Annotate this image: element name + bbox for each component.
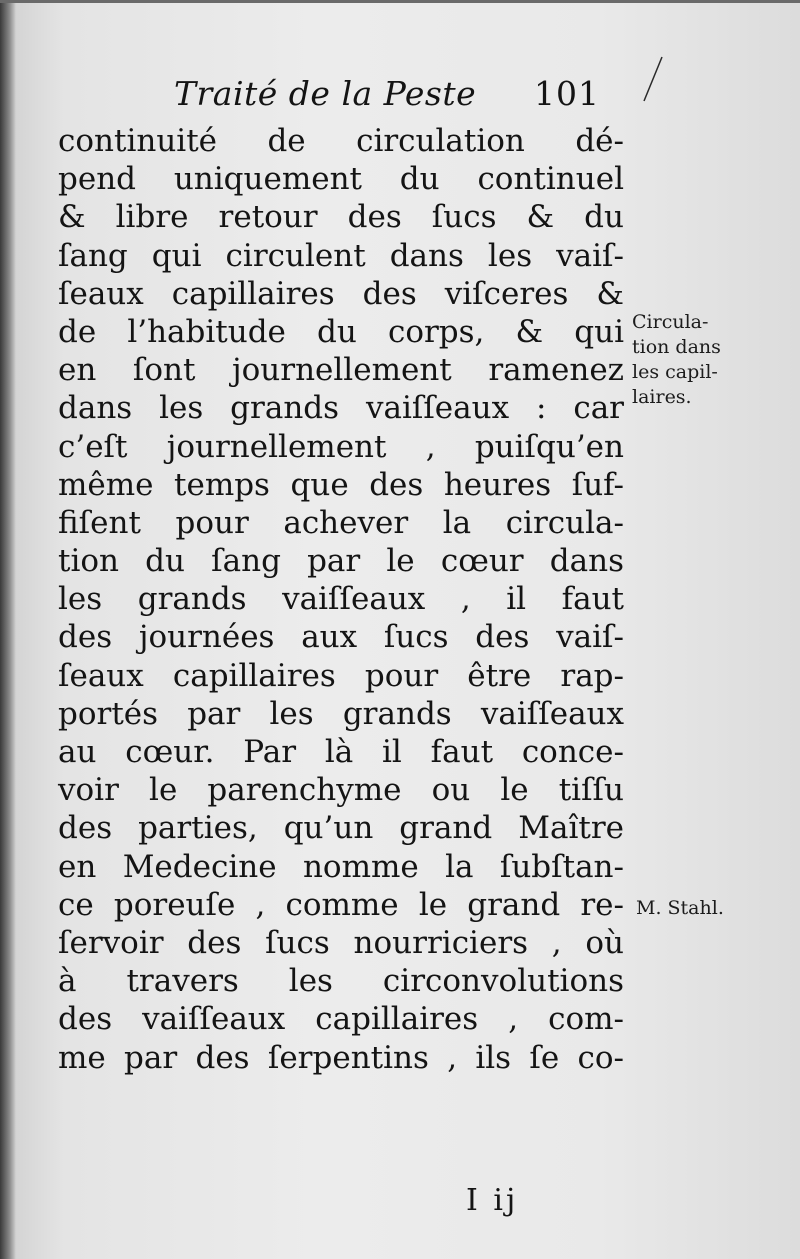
text-line: au cœur. Par là il faut conce- — [58, 734, 624, 770]
gutter-shadow — [0, 0, 16, 1259]
margin-note-line: Circula- — [632, 311, 709, 333]
running-head — [160, 72, 630, 116]
text-line: de l’habitude du corps, & qui — [58, 313, 624, 350]
text-line: c’eſt journellement , puiſqu’en — [58, 428, 624, 465]
page-edge — [0, 0, 800, 3]
text-line: & libre retour des ſucs & du — [58, 199, 624, 236]
text-line: ſeaux capillaires des viſceres & — [58, 275, 624, 312]
margin-note-line: les capil- — [632, 361, 718, 383]
text-line: pend uniquement du continuel — [58, 161, 624, 198]
signature-mark: I ij — [466, 1183, 519, 1218]
text-line: des vaiſſeaux capillaires , com- — [58, 1001, 624, 1038]
margin-note-line: tion dans — [632, 336, 721, 358]
text-line: même temps que des heures ſuf- — [58, 466, 624, 503]
page-number: 101 — [534, 74, 600, 113]
text-line: ſeaux capillaires pour être rap- — [58, 657, 624, 694]
text-line: en Medecine nomme la ſubſtan- — [58, 848, 624, 885]
text-line: ſervoir des ſucs nourriciers , où — [58, 924, 624, 961]
text-line: me par des ſerpentins , ils ſe co- — [58, 1039, 624, 1076]
text-line: fiſent pour achever la circula- — [58, 504, 624, 541]
ink-stroke-mark — [636, 55, 666, 105]
text-line: voir le parenchyme ou le tiſſu — [58, 772, 624, 809]
body-text — [58, 122, 624, 1077]
text-line: portés par les grands vaiſſeaux — [58, 695, 624, 732]
text-line: en ſont journellement ramenez — [58, 352, 624, 389]
text-line: dans les grands vaiſſeaux : car — [58, 390, 624, 427]
text-line: à travers les circonvolutions — [58, 963, 624, 1000]
text-line: des parties, qu’un grand Maître — [58, 810, 624, 847]
margin-note-author: M. Stahl. — [636, 897, 724, 919]
text-line: ſang qui circulent dans les vaiſ- — [58, 237, 624, 274]
text-line: continuité de circulation dé- — [58, 123, 624, 159]
text-line: tion du ſang par le cœur dans — [58, 543, 624, 580]
text-line: les grands vaiſſeaux , il faut — [58, 581, 624, 618]
text-line: ce poreuſe , comme le grand re- — [58, 886, 624, 923]
margin-note-circulation — [632, 310, 782, 410]
margin-note-line: laires. — [632, 386, 692, 408]
text-line: des journées aux ſucs des vaiſ- — [58, 619, 624, 656]
running-title: Traité de la Peste — [174, 74, 477, 113]
